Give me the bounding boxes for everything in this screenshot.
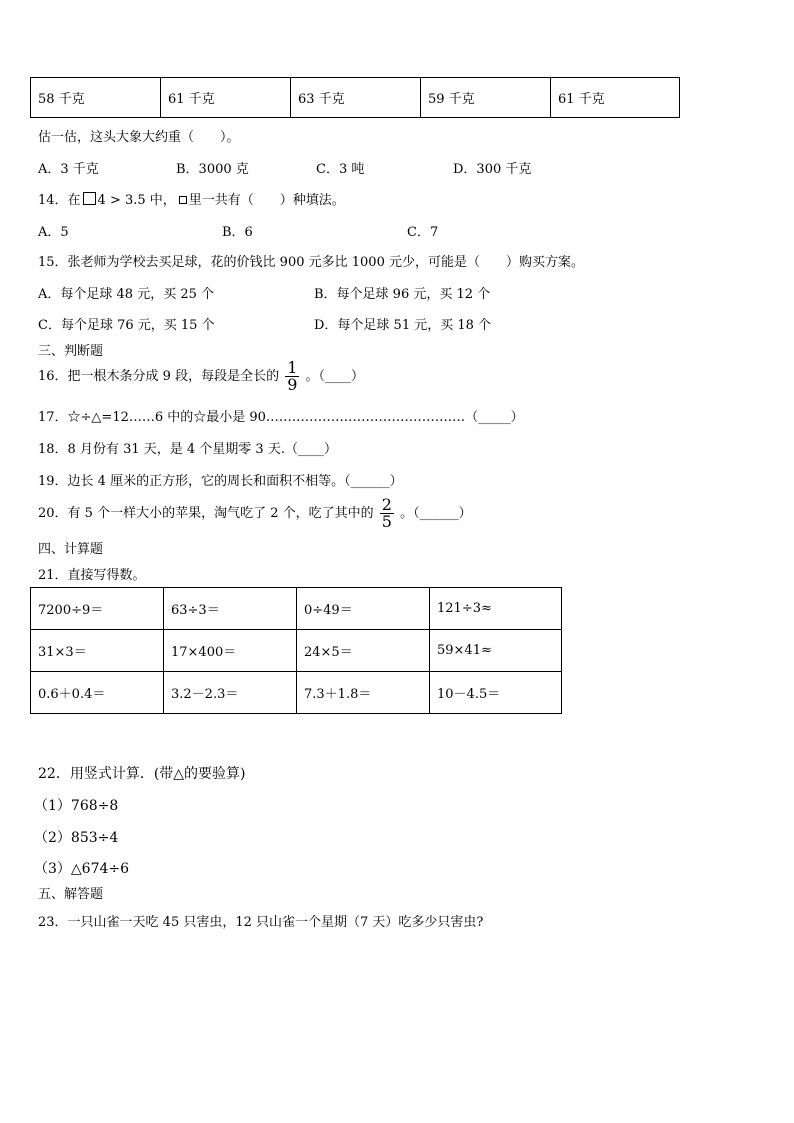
- table-cell: 121÷3≈: [430, 588, 562, 630]
- q14-option-a: A．5: [38, 225, 69, 240]
- table-row: [31, 588, 562, 630]
- q13-option-d: D．300 千克: [453, 162, 532, 177]
- table-cell: 59×41≈: [430, 630, 562, 672]
- q16-pre: 16．把一根木条分成 9 段，每段是全长的: [38, 369, 280, 384]
- q14-stem: [38, 189, 345, 208]
- table-row: [31, 672, 562, 714]
- table-cell: 10－4.5＝: [430, 672, 562, 714]
- q15-option-c: C．每个足球 76 元，买 15 个: [38, 318, 215, 333]
- fraction-numerator: 2: [381, 495, 392, 514]
- q21-stem: 21．直接写得数。: [38, 568, 146, 583]
- q13-option-c: C．3 吨: [316, 162, 365, 177]
- table-cell: 3.2－2.3＝: [164, 672, 297, 714]
- q14-option-b: B．6: [222, 225, 253, 240]
- table-cell: 7.3＋1.8＝: [297, 672, 430, 714]
- table-cell: 63÷3＝: [164, 588, 297, 630]
- q19: 19．边长 4 厘米的正方形，它的周长和面积不相等。（______）: [38, 474, 403, 489]
- fraction-one-ninth: [285, 360, 299, 393]
- fraction-numerator: 1: [287, 358, 298, 377]
- q13-stem: 估一估，这头大象大约重（ ）。: [38, 130, 240, 145]
- q15-option-a: A．每个足球 48 元，买 25 个: [38, 287, 215, 302]
- q15-stem: 15．张老师为学校去买足球，花的价钱比 900 元多比 1000 元少，可能是（ ）购买方案。: [38, 255, 584, 270]
- q14-math: 4 > 3.5 中，: [97, 193, 176, 208]
- q17: 17．☆÷△=12……6 中的☆最小是 90.………………………………………（_____）: [38, 410, 524, 425]
- q20-pre: 20．有 5 个一样大小的苹果，淘气吃了 2 个，吃了其中的: [38, 506, 374, 521]
- table-cell: 63 千克: [291, 78, 421, 118]
- q15-option-b: B．每个足球 96 元，买 12 个: [314, 287, 491, 302]
- fraction-denominator: 9: [287, 375, 298, 394]
- q20: [38, 497, 472, 531]
- q20-post: 。（______）: [400, 506, 472, 521]
- table-cell: 24×5＝: [297, 630, 430, 672]
- q13-option-a: A．3 千克: [38, 162, 99, 177]
- q16-post: 。（____）: [305, 369, 365, 384]
- q14-post: 里一共有（ ）种填法。: [188, 193, 345, 208]
- weight-table: [30, 77, 680, 118]
- q14-option-c: C．7: [407, 225, 439, 240]
- section-3-heading: 三、判断题: [38, 344, 104, 359]
- q13-option-b: B．3000 克: [176, 162, 249, 177]
- table-cell: 7200÷9＝: [31, 588, 164, 630]
- table-row: [31, 78, 680, 118]
- blank-square-icon: [83, 192, 96, 205]
- fraction-two-fifths: [380, 497, 394, 530]
- table-cell: 31×3＝: [31, 630, 164, 672]
- q22-item-1: （1）768÷8: [34, 798, 119, 814]
- calc-table: [30, 587, 562, 714]
- section-4-heading: 四、计算题: [38, 542, 104, 557]
- table-cell: 61 千克: [551, 78, 680, 118]
- table-cell: 0.6＋0.4＝: [31, 672, 164, 714]
- q16: [38, 360, 364, 392]
- table-cell: 59 千克: [421, 78, 551, 118]
- small-square-icon: [179, 196, 187, 204]
- q15-option-d: D．每个足球 51 元，买 18 个: [314, 318, 492, 333]
- table-row: [31, 630, 562, 672]
- table-cell: 17×400＝: [164, 630, 297, 672]
- q22-item-2: （2）853÷4: [34, 830, 119, 846]
- q18: 18．8 月份有 31 天，是 4 个星期零 3 天.（____）: [38, 442, 337, 457]
- q14-pre: 14．在: [38, 193, 81, 208]
- q22-stem: 22．用竖式计算．(带△的要验算): [38, 766, 246, 782]
- q22-item-3: （3）△674÷6: [34, 861, 130, 877]
- table-cell: 61 千克: [161, 78, 291, 118]
- table-cell: 0÷49＝: [297, 588, 430, 630]
- table-cell: 58 千克: [31, 78, 161, 118]
- q23: 23．一只山雀一天吃 45 只害虫，12 只山雀一个星期（7 天）吃多少只害虫?: [38, 915, 484, 930]
- fraction-denominator: 5: [381, 512, 392, 531]
- section-5-heading: 五、解答题: [38, 887, 104, 902]
